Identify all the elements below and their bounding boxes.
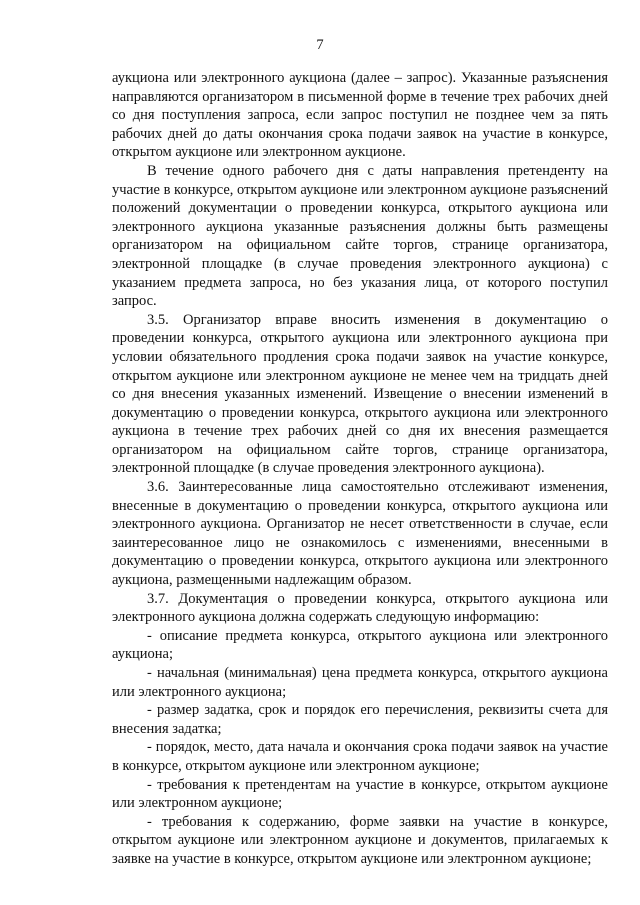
list-item-application-content: - требования к содержанию, форме заявки на участие в конкурсе, открытом аукционе или электронном аукционе и документов, прилагаемых к заявке на участие в конкурсе, открытом аукционе или электронном аукционе; [112,813,608,867]
list-item-deposit: - размер задатка, срок и порядок его перечисления, реквизиты счета для внесения задатка; [112,702,608,737]
list-item-application-terms: - порядок, место, дата начала и окончания срока подачи заявок на участие в конкурсе, открытом аукционе или электронном аукционе; [112,739,608,774]
list-item-applicant-requirements: - требования к претендентам на участие в конкурсе, открытом аукционе или электронном аукционе; [112,776,608,812]
list-item-starting-price: - начальная (минимальная) цена предмета конкурса, открытого аукциона или электронного аукциона; [112,665,608,700]
page-number: 7 [316,37,324,53]
paragraph-3-6: 3.6. Заинтересованные лица самостоятельно отслеживают изменения, внесенные в документацию о проведении конкурса, открытого аукциона или электронного аукциона. Организатор не несет ответственности в случае, если заинтересованное лицо не ознакомилось с изменениями, внесенными в документацию о проведении конкурса, открытого аукциона или электронного аукциона, размещенными надлежащим образом. [112,479,608,589]
paragraph-3-5: 3.5. Организатор вправе вносить изменения в документацию о проведении конкурса, открытого аукциона или электронного аукциона при условии обязательного продления срока подачи заявок на участие конкурсе, открытом аукционе или электронном аукционе не менее чем на тридцать дней со дня внесения указанных изменений. Извещение о внесении изменений в документацию о проведении конкурса, открытого аукциона или электронного аукциона в течение трех рабочих дней со дня их внесения размещается организатором на официальном сайте торгов, странице организатора, электронной площадке (в случае проведения электронного аукциона). [112,311,608,477]
paragraph-clarification-continuation: аукциона или электронного аукциона (далее – запрос). Указанные разъяснения направляются организатором в письменной форме в течение трех рабочих дней со дня поступления запроса, если запрос поступил не позднее чем за пять рабочих дней до даты окончания срока подачи заявок на участие в конкурсе, открытом аукционе или электронном аукционе. [112,70,608,161]
paragraph-3-7: 3.7. Документация о проведении конкурса, открытого аукциона или электронного аукциона должна содержать следующую информацию: [112,590,608,626]
document-body [112,69,608,869]
paragraph-clarification-publication: В течение одного рабочего дня с даты направления претенденту на участие в конкурсе, открытом аукционе или электронном аукционе разъяснений положений документации о проведении конкурса, открытого аукциона или электронного аукциона указанные разъяснения должны быть размещены организатором на официальном сайте торгов, странице организатора, электронной площадке (в случае проведения электронного аукциона) с указанием предмета запроса, но без указания лица, от которого поступил запрос. [112,162,608,310]
list-item-subject-description: - описание предмета конкурса, открытого аукциона или электронного аукциона; [112,627,608,663]
